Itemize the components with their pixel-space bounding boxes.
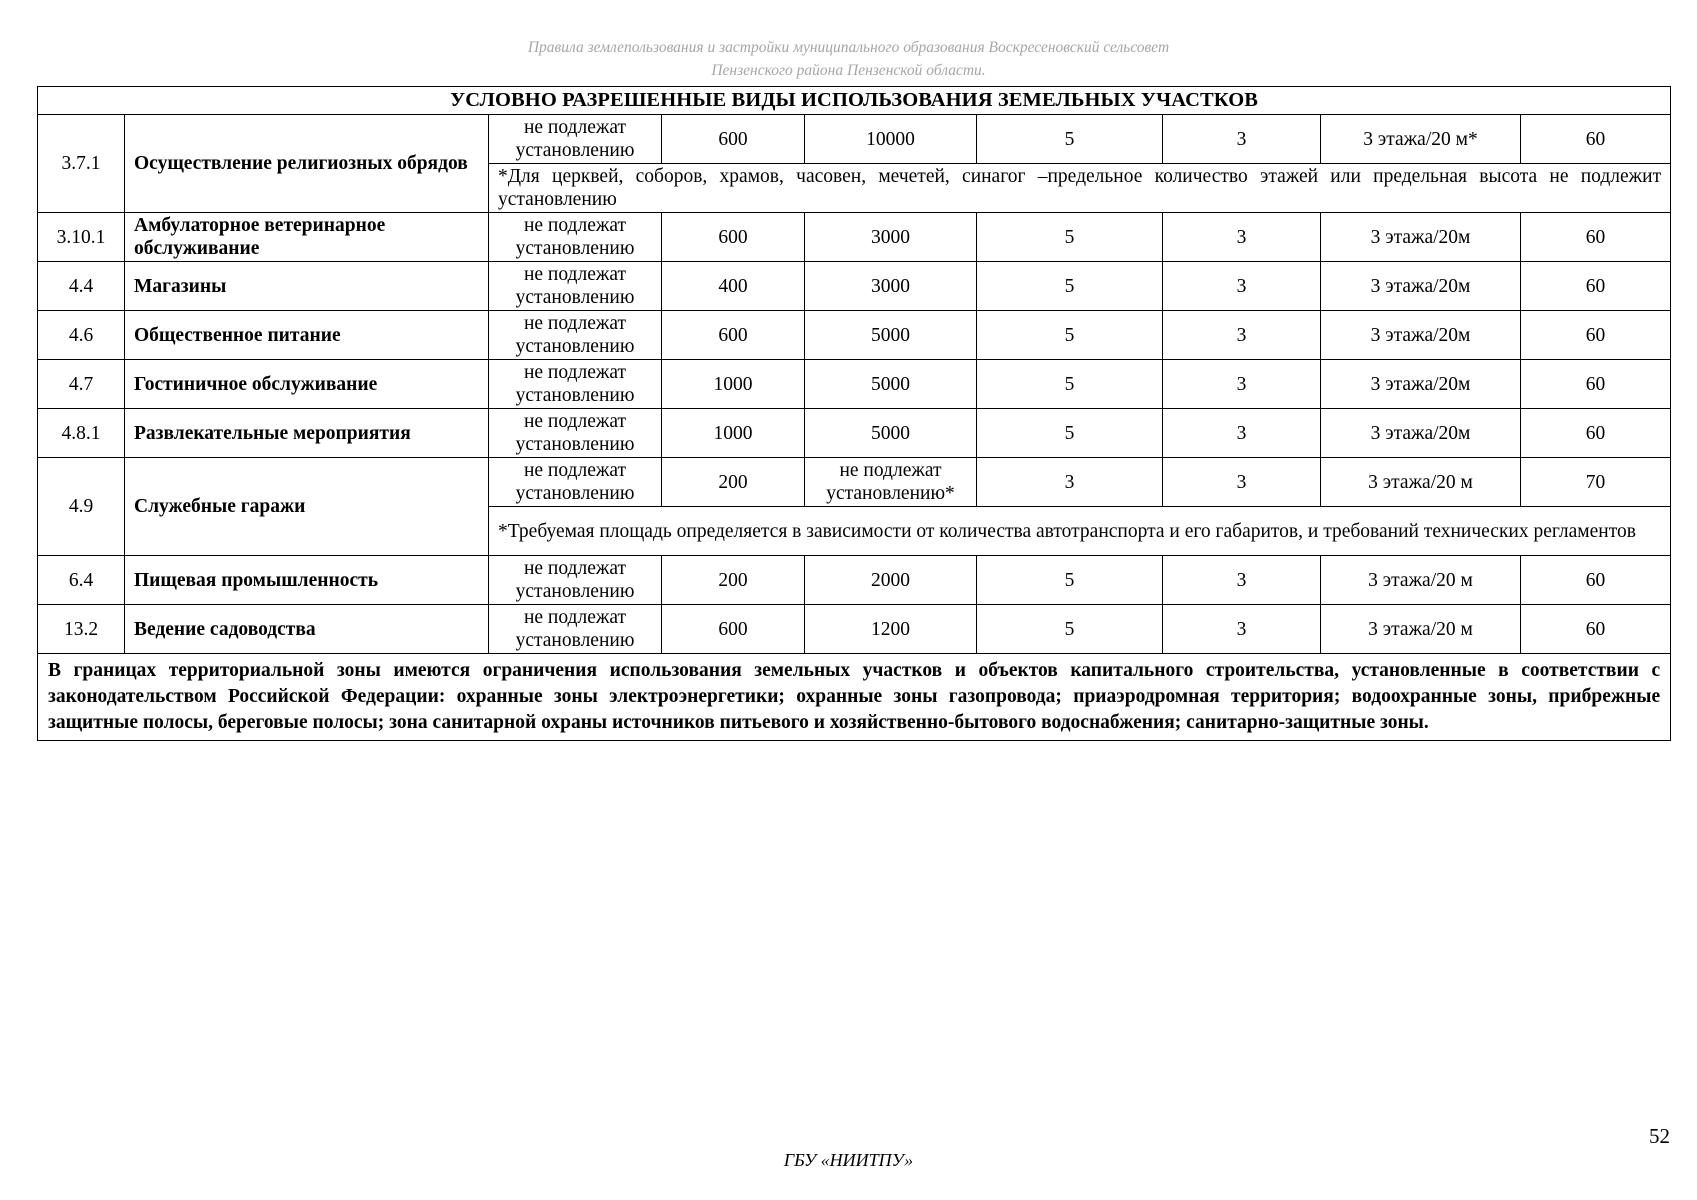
table-row [38, 360, 1671, 409]
cell-param-1: не подлежат установлению [489, 458, 662, 507]
cell-param-4: 3 [977, 458, 1163, 507]
cell-min-area: 600 [662, 115, 805, 164]
cell-param-4: 5 [977, 311, 1163, 360]
table-row [38, 605, 1671, 654]
cell-floors-height: 3 этажа/20 м [1321, 556, 1521, 605]
cell-min-area: 200 [662, 556, 805, 605]
cell-floors-height: 3 этажа/20 м [1321, 605, 1521, 654]
cell-param-1: не подлежат установлению [489, 605, 662, 654]
cell-use-name: Ведение садоводства [125, 605, 489, 654]
cell-param-1: не подлежат установлению [489, 213, 662, 262]
table-row [38, 213, 1671, 262]
cell-param-1: не подлежат установлению [489, 556, 662, 605]
table-row [38, 409, 1671, 458]
cell-param-1: не подлежат установлению [489, 262, 662, 311]
cell-use-name: Гостиничное обслуживание [125, 360, 489, 409]
cell-min-area: 600 [662, 213, 805, 262]
cell-coverage: 60 [1521, 262, 1671, 311]
cell-max-area: 3000 [805, 213, 977, 262]
cell-max-area: 5000 [805, 409, 977, 458]
organization-footer: ГБУ «НИИТПУ» [783, 1150, 914, 1170]
cell-param-5: 3 [1163, 458, 1321, 507]
cell-param-1: не подлежат установлению [489, 360, 662, 409]
cell-param-4: 5 [977, 605, 1163, 654]
cell-coverage: 60 [1521, 556, 1671, 605]
cell-param-1: не подлежат установлению [489, 115, 662, 164]
cell-use-name: Общественное питание [125, 311, 489, 360]
cell-coverage: 60 [1521, 213, 1671, 262]
cell-floors-height: 3 этажа/20м [1321, 311, 1521, 360]
header-line-1: Правила землепользования и застройки муниципального образования Воскресеновский сельсовет [527, 39, 1170, 56]
cell-param-5: 3 [1163, 213, 1321, 262]
table-title: УСЛОВНО РАЗРЕШЕННЫЕ ВИДЫ ИСПОЛЬЗОВАНИЯ ЗЕМЕЛЬНЫХ УЧАСТКОВ [38, 87, 1671, 115]
cell-use-name: Развлекательные мероприятия [125, 409, 489, 458]
land-use-table [37, 86, 1671, 741]
cell-param-5: 3 [1163, 311, 1321, 360]
cell-coverage: 60 [1521, 360, 1671, 409]
cell-param-5: 3 [1163, 556, 1321, 605]
cell-param-4: 5 [977, 360, 1163, 409]
cell-footnote: *Для церквей, соборов, храмов, часовен, мечетей, синагог –предельное количество этажей или предельная высота не подлежит установлению [489, 164, 1671, 213]
cell-footnote: *Требуемая площадь определяется в зависимости от количества автотранспорта и его габаритов, и требований технических регламентов [489, 507, 1671, 556]
cell-param-5: 3 [1163, 409, 1321, 458]
cell-use-name: Осуществление религиозных обрядов [125, 115, 489, 213]
cell-param-1: не подлежат установлению [489, 409, 662, 458]
cell-param-5: 3 [1163, 605, 1321, 654]
table-row [38, 115, 1671, 164]
cell-param-5: 3 [1163, 262, 1321, 311]
cell-floors-height: 3 этажа/20 м [1321, 458, 1521, 507]
table-row [38, 311, 1671, 360]
cell-use-name: Амбулаторное ветеринарное обслуживание [125, 213, 489, 262]
cell-param-4: 5 [977, 213, 1163, 262]
cell-min-area: 400 [662, 262, 805, 311]
cell-min-area: 1000 [662, 360, 805, 409]
table-footer-row [38, 654, 1671, 741]
cell-use-name: Служебные гаражи [125, 458, 489, 556]
cell-floors-height: 3 этажа/20м [1321, 360, 1521, 409]
cell-max-area: 1200 [805, 605, 977, 654]
cell-min-area: 200 [662, 458, 805, 507]
cell-floors-height: 3 этажа/20м [1321, 213, 1521, 262]
cell-max-area: 5000 [805, 360, 977, 409]
cell-code: 13.2 [38, 605, 125, 654]
cell-code: 3.10.1 [38, 213, 125, 262]
cell-max-area: 10000 [805, 115, 977, 164]
cell-param-4: 5 [977, 409, 1163, 458]
cell-code: 4.6 [38, 311, 125, 360]
cell-param-5: 3 [1163, 360, 1321, 409]
table-row [38, 556, 1671, 605]
cell-coverage: 60 [1521, 605, 1671, 654]
cell-min-area: 600 [662, 605, 805, 654]
cell-floors-height: 3 этажа/20м [1321, 409, 1521, 458]
cell-param-5: 3 [1163, 115, 1321, 164]
cell-min-area: 1000 [662, 409, 805, 458]
cell-coverage: 60 [1521, 311, 1671, 360]
cell-min-area: 600 [662, 311, 805, 360]
table-row [38, 458, 1671, 507]
page-number: 52 [1649, 1124, 1670, 1148]
cell-use-name: Магазины [125, 262, 489, 311]
cell-max-area: не подлежат установлению* [805, 458, 977, 507]
cell-max-area: 2000 [805, 556, 977, 605]
cell-max-area: 3000 [805, 262, 977, 311]
table-row [38, 262, 1671, 311]
cell-coverage: 70 [1521, 458, 1671, 507]
document-header [0, 36, 1697, 82]
land-use-table-container [37, 86, 1670, 741]
cell-code: 4.9 [38, 458, 125, 556]
cell-param-4: 5 [977, 556, 1163, 605]
cell-code: 4.8.1 [38, 409, 125, 458]
cell-param-4: 5 [977, 115, 1163, 164]
cell-floors-height: 3 этажа/20 м* [1321, 115, 1521, 164]
restrictions-note: В границах территориальной зоны имеются ограничения использования земельных участков и объектов капитального строительства, установленные в соответствии с законодательством Российской Федерации: охранные зоны электроэнергетики; охранные зоны газопровода; приаэродромная территория; водоохранные зоны, прибрежные защитные полосы, береговые полосы; зона санитарной охраны источников питьевого и хозяйственно-бытового водоснабжения; санитарно-защитные зоны. [38, 654, 1671, 741]
cell-use-name: Пищевая промышленность [125, 556, 489, 605]
cell-floors-height: 3 этажа/20м [1321, 262, 1521, 311]
cell-param-4: 5 [977, 262, 1163, 311]
cell-code: 4.7 [38, 360, 125, 409]
cell-param-1: не подлежат установлению [489, 311, 662, 360]
cell-coverage: 60 [1521, 115, 1671, 164]
cell-code: 6.4 [38, 556, 125, 605]
cell-max-area: 5000 [805, 311, 977, 360]
cell-coverage: 60 [1521, 409, 1671, 458]
cell-code: 3.7.1 [38, 115, 125, 213]
cell-code: 4.4 [38, 262, 125, 311]
header-line-2: Пензенского района Пензенской области. [711, 62, 986, 79]
